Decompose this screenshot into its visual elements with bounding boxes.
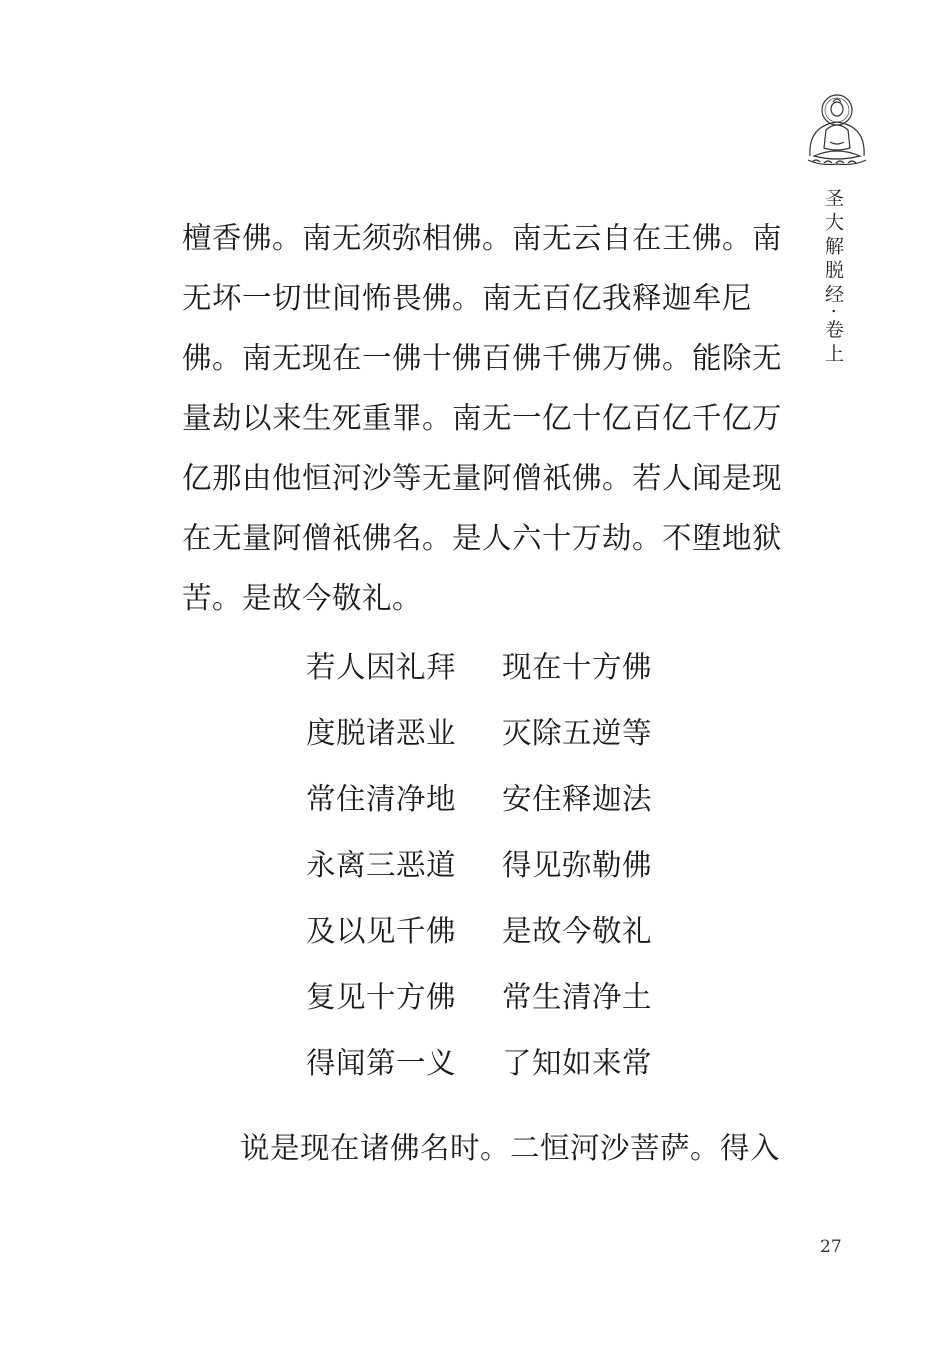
verse-left-half: 及以见千佛: [306, 914, 457, 948]
closing-paragraph-line: 说是现在诸佛名时。二恒河沙菩萨。得入: [240, 1131, 781, 1165]
verse-row: [306, 832, 726, 898]
verse-row: [306, 700, 726, 766]
verse-right-half: 安住释迦法: [502, 782, 653, 816]
verse-left-half: 永离三恶道: [306, 848, 457, 882]
verse-right-half: 常生清净土: [502, 980, 653, 1014]
paragraph-line: 无坏一切世间怖畏佛。南无百亿我释迦牟尼: [182, 281, 753, 315]
verse-row: [306, 634, 726, 700]
paragraph-line: 量劫以来生死重罪。南无一亿十亿百亿千亿万: [182, 401, 783, 435]
paragraph-line: 檀香佛。南无须弥相佛。南无云自在王佛。南: [182, 221, 783, 255]
verse-row: [306, 898, 726, 964]
verse-right-half: 是故今敬礼: [502, 914, 653, 948]
verse-right-half: 现在十方佛: [502, 650, 653, 684]
verse-row: [306, 766, 726, 832]
seated-buddha-icon: [800, 90, 874, 168]
running-header-title: 圣大解脱经·卷上: [822, 188, 844, 368]
verse-row: [306, 1030, 726, 1096]
paragraph-line: 亿那由他恒河沙等无量阿僧祇佛。若人闻是现: [182, 461, 783, 495]
main-paragraph: [182, 208, 783, 628]
verse-left-half: 得闻第一义: [306, 1046, 457, 1080]
verse-left-half: 复见十方佛: [306, 980, 457, 1014]
verse-right-half: 灭除五逆等: [502, 716, 653, 750]
verse-left-half: 度脱诸恶业: [306, 716, 457, 750]
page-number: 27: [820, 1237, 842, 1257]
paragraph-line: 佛。南无现在一佛十佛百佛千佛万佛。能除无: [182, 341, 783, 375]
verse-right-half: 得见弥勒佛: [502, 848, 653, 882]
verse-right-half: 了知如来常: [502, 1046, 653, 1080]
paragraph-line: 在无量阿僧祇佛名。是人六十万劫。不堕地狱: [182, 521, 783, 555]
verse-block: [306, 634, 726, 1096]
verse-left-half: 常住清净地: [306, 782, 457, 816]
verse-left-half: 若人因礼拜: [306, 650, 457, 684]
paragraph-line: 苦。是故今敬礼。: [182, 581, 423, 615]
verse-row: [306, 964, 726, 1030]
